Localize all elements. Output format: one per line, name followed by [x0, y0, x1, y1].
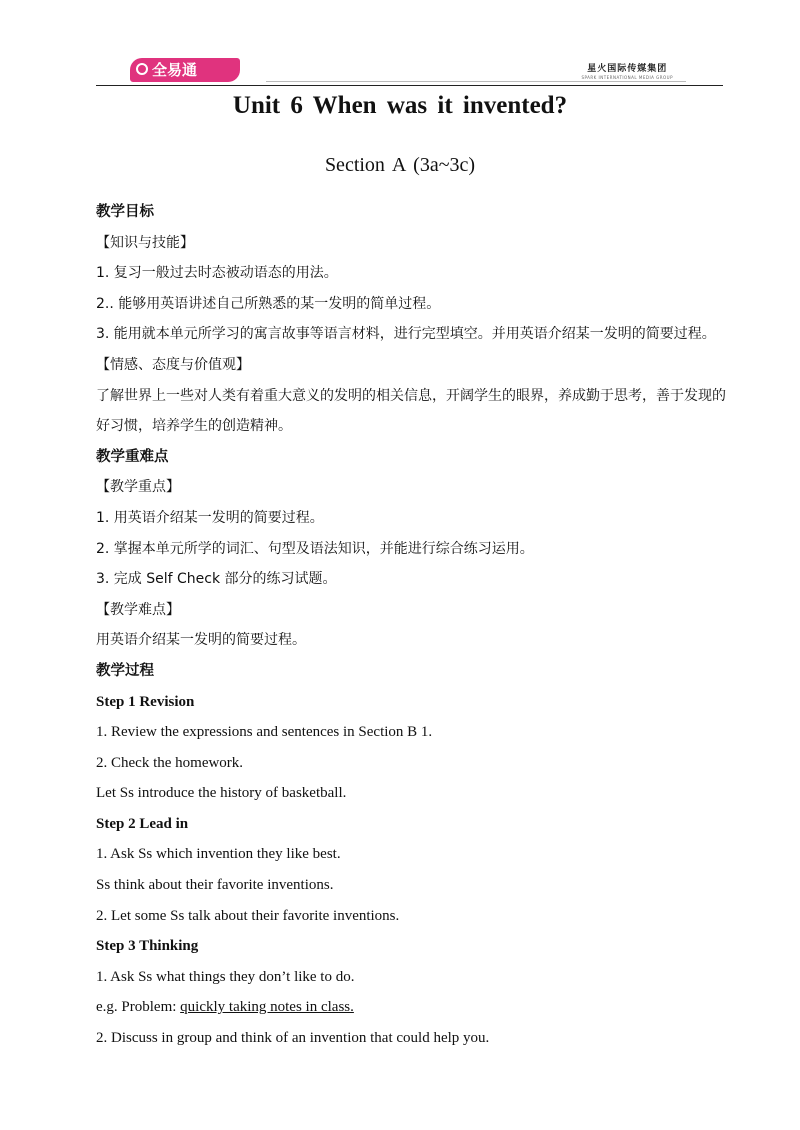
objective-item: 1. 复习一般过去时态被动语态的用法。 — [96, 265, 338, 282]
logo-swirl-icon — [136, 63, 148, 75]
difficulty-item: 用英语介绍某一发明的简要过程。 — [96, 632, 306, 649]
example-prefix: e.g. Problem: — [96, 999, 181, 1016]
knowledge-heading: 【知识与技能】 — [96, 234, 194, 251]
focus-item: 1. 用英语介绍某一发明的简要过程。 — [96, 509, 324, 526]
attitude-text: 了解世界上一些对人类有着重大意义的发明的相关信息，开阔学生的眼界，养成勤于思考，善于发现的好习惯，培养学生的创造精神。 — [96, 387, 726, 435]
example-line — [96, 992, 726, 1023]
focus-item: 3. 完成 Self Check 部分的练习试题。 — [96, 571, 337, 588]
step-item: 1. Ask Ss which invention they like best. — [96, 846, 341, 863]
document-subtitle: Section A (3a~3c) — [324, 154, 476, 176]
document-body — [96, 197, 726, 1054]
example-answer: quickly taking notes in class. — [180, 999, 354, 1016]
focus-heading: 【教学重点】 — [96, 479, 180, 496]
step-item: Ss think about their favorite inventions. — [96, 877, 334, 894]
objective-item: 2.. 能够用英语讲述自己所熟悉的某一发明的简单过程。 — [96, 295, 441, 312]
header-rule — [96, 85, 723, 86]
step-title: Step 2 Lead in — [96, 815, 189, 832]
header-thin-rule — [266, 81, 686, 82]
brand-logo — [130, 58, 240, 82]
document-title: Unit 6 When was it invented? — [232, 92, 568, 119]
process-heading: 教学过程 — [96, 662, 154, 679]
step-title: Step 3 Thinking — [96, 938, 199, 955]
step-item: 1. Ask Ss what things they don’t like to do. — [96, 968, 355, 985]
attitude-heading: 【情感、态度与价值观】 — [96, 356, 250, 373]
step-title: Step 1 Revision — [96, 693, 195, 710]
publisher-name-cn: 星火国际传媒集团 — [587, 64, 668, 74]
objectives-heading: 教学目标 — [96, 204, 154, 220]
step-item: 2. Discuss in group and think of an invention that could help you. — [96, 1030, 490, 1047]
step-item: Let Ss introduce the history of basketball. — [96, 785, 347, 802]
focus-item: 2. 掌握本单元所学的词汇、句型及语法知识，并能进行综合练习运用。 — [96, 540, 534, 557]
publisher-name-en: SPARK INTERNATIONAL MEDIA GROUP — [581, 75, 673, 80]
page-header — [96, 55, 723, 87]
key-points-heading: 教学重难点 — [96, 448, 169, 465]
objective-item: 3. 能用就本单元所学习的寓言故事等语言材料，进行完型填空。并用英语介绍某一发明的简要过程。 — [96, 326, 716, 343]
logo-text: 全易通 — [152, 61, 198, 79]
step-item: 1. Review the expressions and sentences in Section B 1. — [96, 724, 433, 741]
step-item: 2. Let some Ss talk about their favorite inventions. — [96, 907, 400, 924]
difficulty-heading: 【教学难点】 — [96, 601, 180, 618]
publisher-mark — [581, 61, 673, 80]
step-item: 2. Check the homework. — [96, 754, 244, 771]
